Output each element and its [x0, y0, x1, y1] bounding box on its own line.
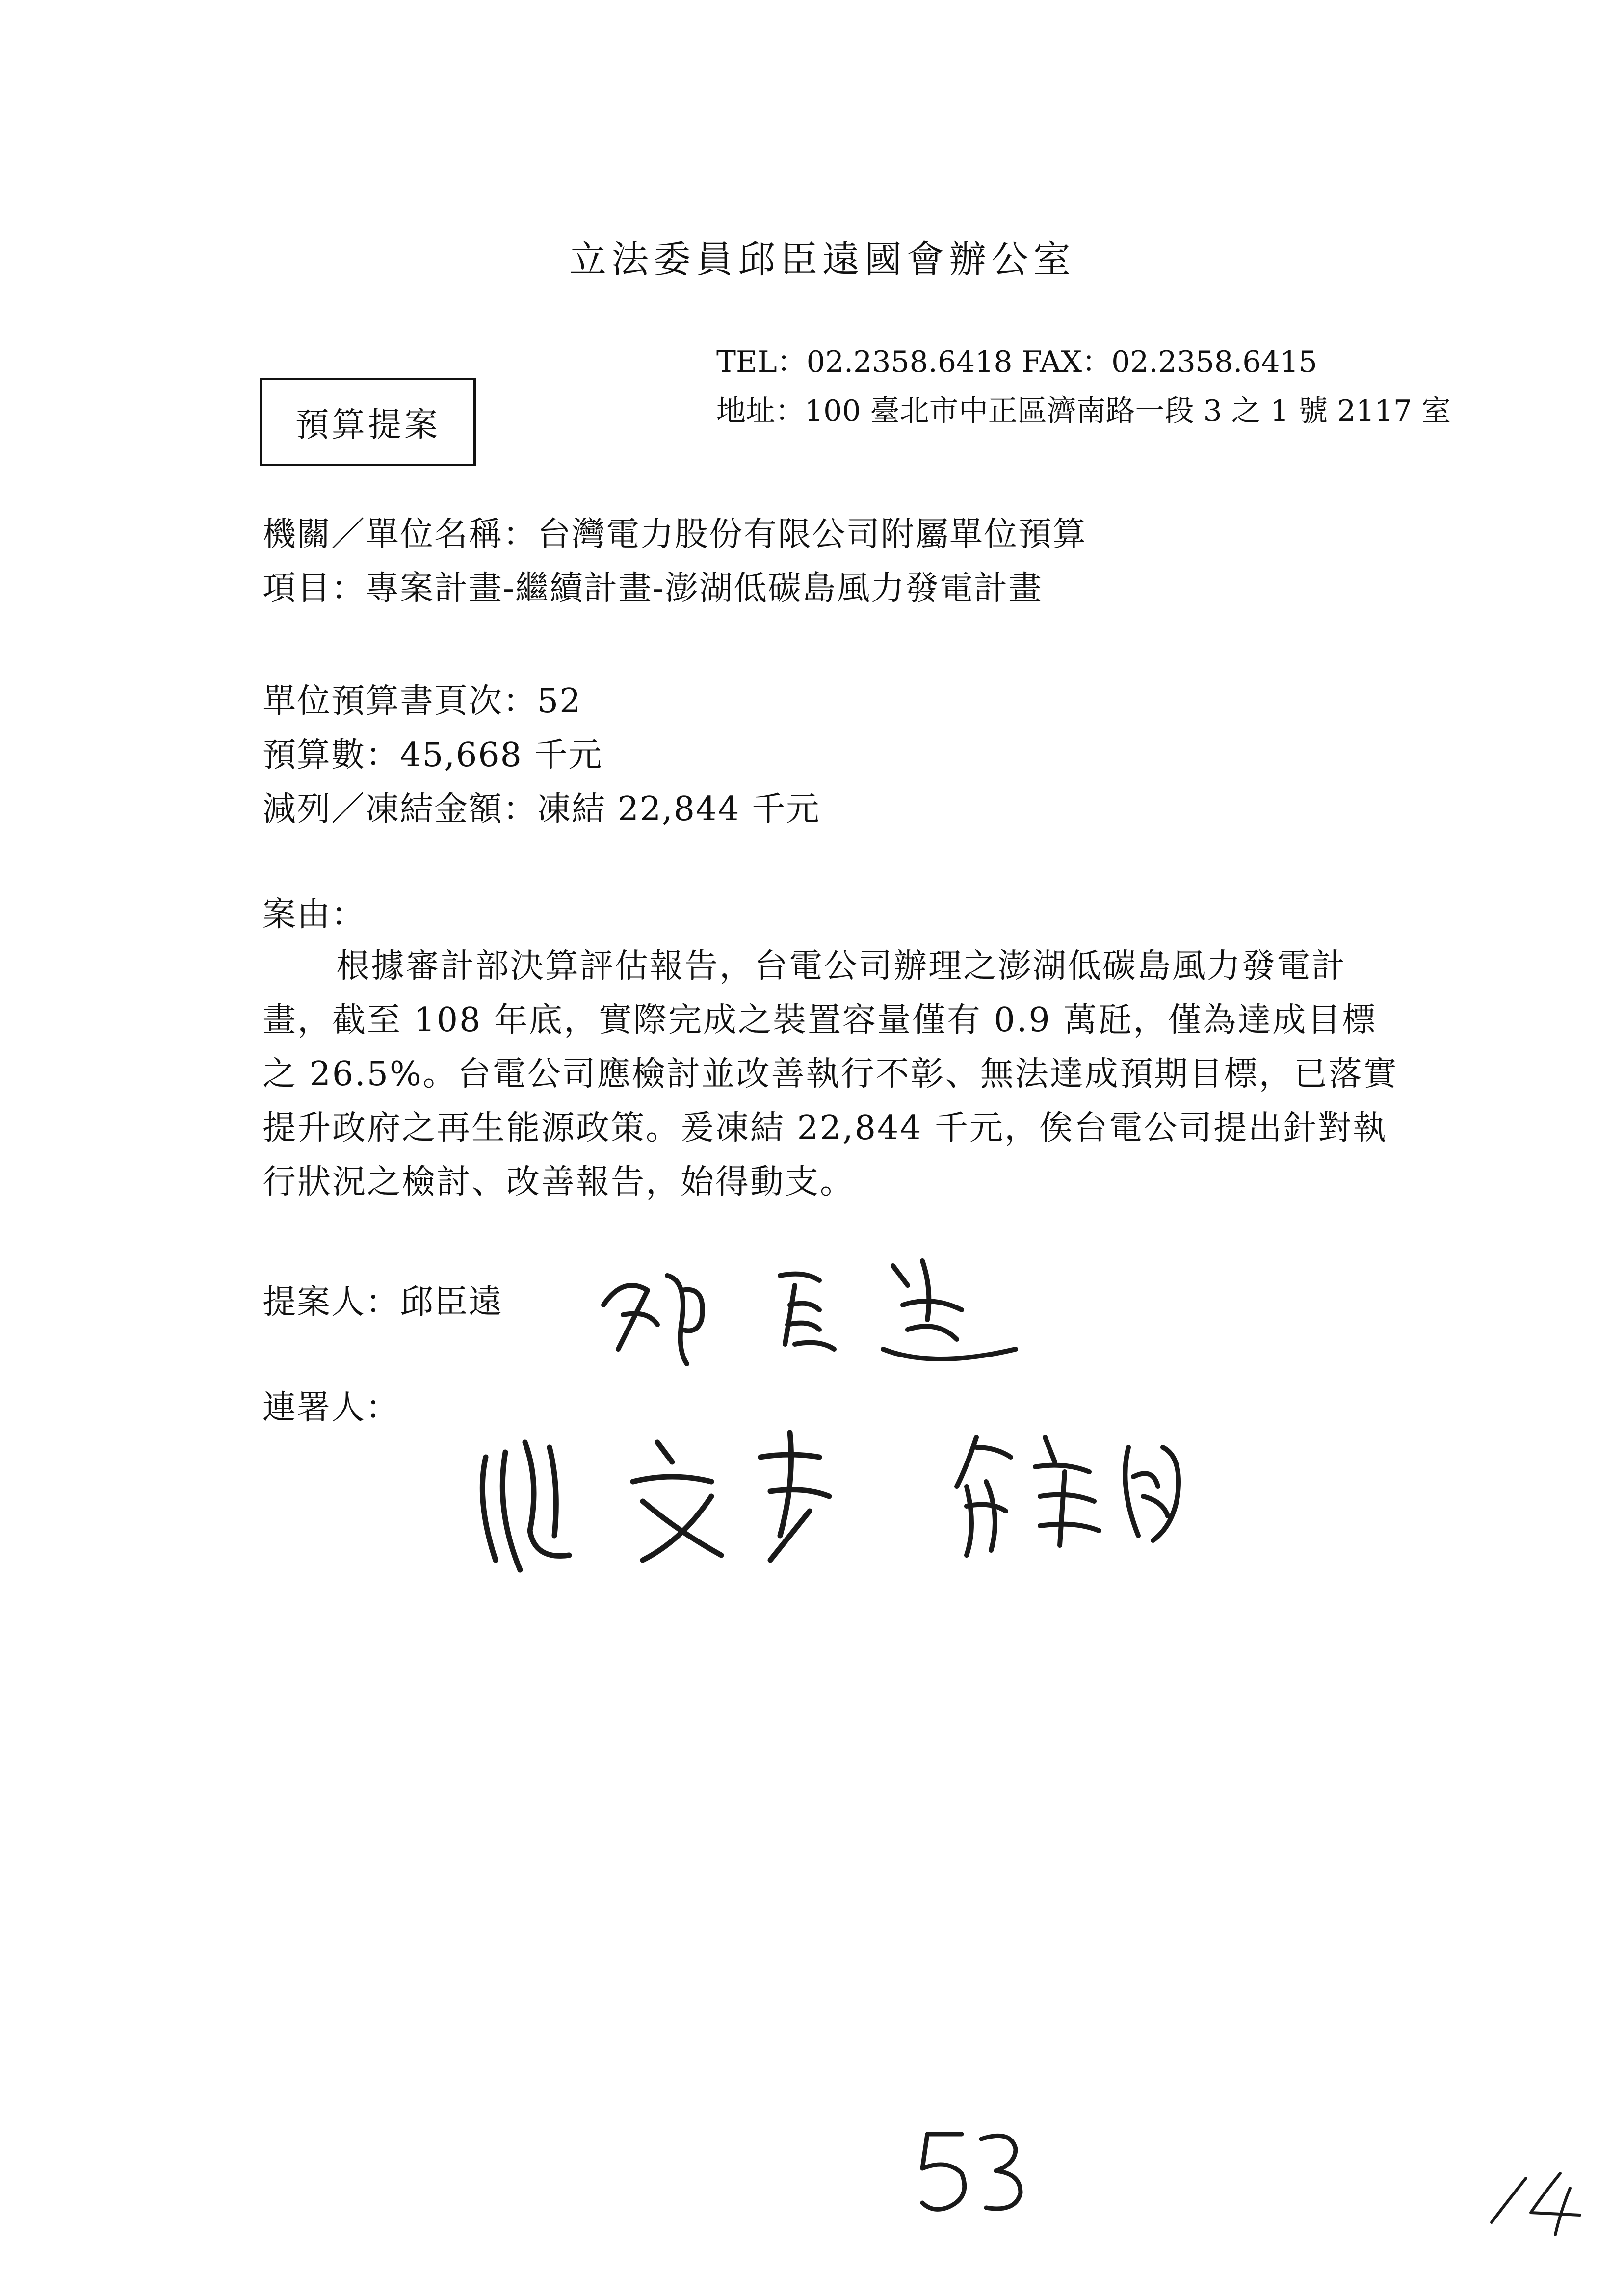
- handwritten-page-number: [913, 2124, 1030, 2222]
- agency-field: 機關／單位名稱：台灣電力股份有限公司附屬單位預算: [262, 515, 1087, 554]
- doc-type-box: [260, 378, 476, 466]
- budget-field: 預算數：45,668 千元: [262, 736, 603, 775]
- proposer-label: 提案人：邱臣遠: [262, 1283, 503, 1322]
- handwritten-corner-number: [1487, 2168, 1585, 2237]
- proposer-signature: [589, 1246, 1030, 1374]
- office-title: 立法委員邱臣遠國會辦公室: [569, 237, 1075, 281]
- reason-label: 案由：: [262, 895, 366, 934]
- contact-address: 地址：100 臺北市中正區濟南路一段 3 之 1 號 2117 室: [716, 394, 1451, 428]
- contact-tel-fax: TEL：02.2358.6418 FAX：02.2358.6415: [716, 345, 1317, 379]
- cosigners-label: 連署人：: [262, 1388, 400, 1427]
- item-field: 項目：專案計畫-繼續計畫-澎湖低碳島風力發電計畫: [262, 569, 1043, 608]
- reason-body: 根據審計部決算評估報告，台電公司辦理之澎湖低碳島風力發電計畫，截至 108 年底，實際完成之裝置容量僅有 0.9 萬瓩，僅為達成目標之 26.5%。台電公司應檢討並改善執行不彰、無法達成預期目標，已落實提升政府之再生能源政策。爰凍結 22,844 千元，俟台電公司提出針對執行狀況之檢討、改善報告，始得動支。: [262, 947, 1398, 1201]
- cosigner-signature-2: [947, 1418, 1222, 1565]
- doc-type-label: 預算提案: [295, 405, 441, 444]
- freeze-field: 減列／凍結金額：凍結 22,844 千元: [262, 790, 821, 829]
- cosigner-signature-1: [466, 1413, 908, 1580]
- page-field: 單位預算書頁次：52: [262, 682, 582, 721]
